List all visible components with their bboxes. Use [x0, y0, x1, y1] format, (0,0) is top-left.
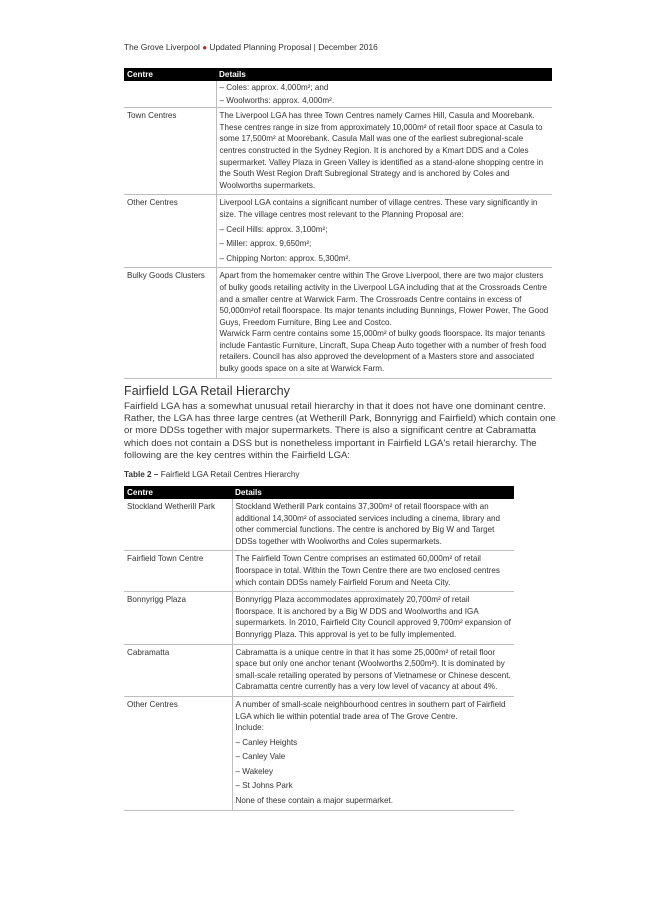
table-cell-centre: Cabramatta: [124, 644, 232, 696]
bullet-item: – St Johns Park: [235, 781, 293, 791]
table-cell-centre: Bonnyrigg Plaza: [124, 592, 232, 644]
caption-text: Fairfield LGA Retail Centres Hierarchy: [158, 470, 300, 479]
table-cell-centre: Bulky Goods Clusters: [124, 268, 216, 378]
page-header: [124, 42, 378, 52]
table-row: [124, 592, 514, 644]
table-row: [124, 81, 552, 94]
column-header-details: Details: [216, 68, 552, 81]
cell-paragraph: Bonnyrigg Plaza accommodates approximately 20,700m² of retail floorspace. It is anchored by a Big W DDS and Woolworths and IGA supermarkets. In 2010, Fairfield City Council approved 9,700m² expansion of Bonnyrigg Plaza. This approval is yet to be fully implemented.: [235, 595, 511, 639]
table-caption: [124, 470, 300, 479]
table-row: [124, 644, 514, 696]
table-cell-details: [232, 696, 514, 810]
table-cell-centre: Stockland Wetherill Park: [124, 499, 232, 551]
table-header-row: [124, 486, 514, 499]
caption-label: Table 2 –: [124, 470, 159, 479]
liverpool-centres-table: [124, 68, 552, 379]
cell-paragraph: Stockland Wetherill Park contains 37,300m² of retail floorspace with an additional 14,300m² of associated services including a cinema, library and other commercial functions. The centre is anchored by Big W and Target DDSs together with Woolworths and Coles supermarkets.: [235, 502, 501, 546]
column-header-centre: Centre: [124, 68, 216, 81]
table-cell-centre: Other Centres: [124, 696, 232, 810]
bullet-item: – Miller: approx. 9,650m²;: [219, 239, 312, 249]
cell-paragraph: A number of small-scale neighbourhood centres in southern part of Fairfield LGA which lie within potential trade area of The Grove Centre.: [235, 699, 506, 721]
cell-footer-note: None of these contain a major supermarket.: [235, 796, 393, 806]
table-cell-details: [216, 268, 552, 378]
table-cell-details: [232, 551, 514, 592]
table-row: [124, 195, 552, 268]
table-cell-centre: Other Centres: [124, 195, 216, 268]
cell-paragraph: Liverpool LGA contains a significant number of village centres. These vary significantly in size. The village centres most relevant to the Planning Proposal are:: [219, 198, 538, 219]
cell-paragraph: Apart from the homemaker centre within The Grove Liverpool, there are two major clusters of bulky goods retailing activity in the Liverpool LGA including that at the Crossroads Centre and a smaller centre at Warwick Farm. The Crossroads Centre contains in excess of 50,000m²of retail floorspace. Its major tenants including Bunnings, Flower Power, The Good Guys, Freedom Furniture, Bing Lee and Costco.: [219, 271, 549, 327]
column-header-details: Details: [232, 486, 514, 499]
table-row: [124, 108, 552, 195]
header-separator: ●: [202, 43, 208, 52]
table-row: [124, 94, 552, 108]
header-title: The Grove Liverpool: [124, 42, 200, 52]
column-header-centre: Centre: [124, 486, 232, 499]
table-row: [124, 268, 552, 378]
header-subtitle: Updated Planning Proposal | December 2016: [209, 42, 378, 52]
bullet-item: – Chipping Norton: approx. 5,300m².: [219, 253, 351, 263]
table-cell-details: [216, 94, 552, 108]
cell-paragraph: The Liverpool LGA has three Town Centres namely Carnes Hill, Casula and Moorebank. These centres range in size from approximately 10,000m² of retail floor space at Casula to some 17,500m² at Moorebank. Casula Mall was one of the earliest subregional-scale centres constructed in the Sydney Region. It is anchored by a Kmart DDS and a Coles supermarket. Valley Plaza in Green Valley is identified as a stand-alone shopping centre in the South West Region Draft Subregional Strategy and is anchored by Coles and Woolworths supermarkets.: [219, 111, 544, 190]
table-cell-centre: [124, 94, 216, 108]
section-heading: Fairfield LGA Retail Hierarchy: [124, 384, 290, 398]
table-cell-details: [232, 644, 514, 696]
table-row: [124, 696, 514, 810]
table-cell-details: [232, 592, 514, 644]
table-cell-centre: Town Centres: [124, 108, 216, 195]
cell-include-label: Include:: [235, 723, 264, 733]
table-cell-details: [216, 195, 552, 268]
table-cell-details: [216, 108, 552, 195]
bullet-item: – Coles: approx. 4,000m²; and: [219, 83, 329, 92]
table-row: [124, 499, 514, 551]
fairfield-centres-table: [124, 486, 514, 811]
table-header-row: [124, 68, 552, 81]
bullet-item: – Woolworths: approx. 4,000m².: [219, 95, 335, 105]
cell-paragraph: The Fairfield Town Centre comprises an estimated 60,000m² of retail floorspace in total. Within the Town Centre there are two enclosed centres which contain DDSs namely Fairfield Forum and Neeta City.: [235, 554, 500, 587]
table-cell-details: [216, 81, 552, 94]
bullet-item: – Cecil Hills: approx. 3,100m²;: [219, 224, 328, 234]
section-paragraph: Fairfield LGA has a somewhat unusual retail hierarchy in that it does not have one dominant centre. Rather, the LGA has three large centres (at Wetherill Park, Bonnyrigg and Fairfield) which contain one or more DDSs together with major supermarkets. There is also a significant centre at Cabramatta which does not contain a DSS but is nonetheless important in Fairfield LGA's retail hierarchy. The following are the key centres within the Fairfield LGA:: [124, 401, 556, 461]
cell-paragraph: Cabramatta is a unique centre in that it has some 25,000m² of retail floor space but only one anchor tenant (Woolworths 2,500m²). It is dominated by small-scale retailing operated by persons of Vietnamese or Chinese descent. Cabramatta centre currently has a very low level of vacancy at about 4%.: [235, 647, 511, 692]
bullet-item: – Canley Heights: [235, 737, 298, 747]
table-row: [124, 551, 514, 592]
table-cell-details: [232, 499, 514, 551]
bullet-item: – Canley Vale: [235, 752, 286, 762]
table-cell-centre: Fairfield Town Centre: [124, 551, 232, 592]
bullet-item: – Wakeley: [235, 766, 273, 776]
cell-paragraph: Warwick Farm centre contains some 15,000m² of bulky goods floorspace. Its major tenants include Fantastic Furniture, Lincraft, Supa Cheap Auto together with a number of fresh food retailers. Council has also approved the development of a Masters store and associated bulky goods space on a site at Warwick Farm.: [219, 329, 547, 374]
table-cell-centre: [124, 81, 216, 94]
